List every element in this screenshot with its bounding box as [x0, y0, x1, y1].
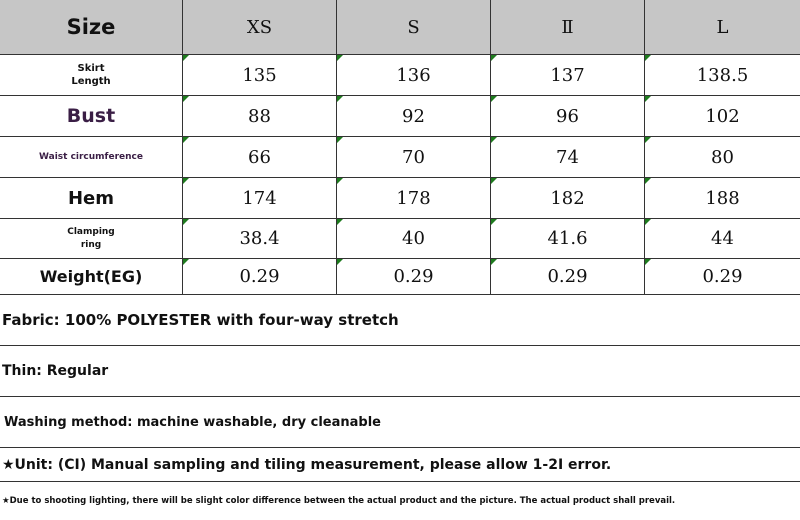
corner-mark: [337, 219, 343, 225]
cell-value: 44: [711, 228, 734, 249]
table-cell: [645, 55, 800, 96]
corner-mark: [491, 55, 497, 61]
size-column-header: Size: [0, 0, 183, 55]
corner-mark: [491, 259, 497, 265]
cell-value: 88: [248, 105, 271, 127]
table-row-clamping-ring: [0, 219, 800, 259]
corner-mark: [183, 178, 189, 184]
cell-value: 70: [402, 146, 425, 168]
row-label-line: Skirt: [77, 63, 105, 74]
cell-value: 0.29: [702, 266, 743, 287]
washing-text: Washing method: machine washable, dry cleanable: [4, 414, 381, 430]
table-cell: [491, 259, 645, 295]
fabric-note: [0, 295, 800, 346]
table-cell: [491, 55, 645, 96]
table-cell: [337, 219, 491, 259]
size-header-m: Ⅱ: [491, 0, 645, 55]
thin-text: Thin: Regular: [2, 363, 109, 379]
corner-mark: [645, 137, 651, 143]
cell-value: 74: [556, 146, 579, 168]
row-label-line: Clamping: [67, 226, 115, 237]
cell-value: 178: [396, 187, 431, 209]
table-cell: [645, 259, 800, 295]
corner-mark: [645, 96, 651, 102]
table-cell: [645, 219, 800, 259]
table-cell: [491, 219, 645, 259]
table-cell: [183, 259, 337, 295]
cell-value: 96: [556, 105, 579, 127]
table-header-row: [0, 0, 800, 55]
corner-mark: [491, 219, 497, 225]
corner-mark: [491, 137, 497, 143]
unit-text: ★Unit: (CI) Manual sampling and tiling measurement, please allow 1-2I error.: [2, 456, 612, 473]
table-cell: [337, 178, 491, 219]
table-cell: [183, 96, 337, 137]
table-row-skirt-length: [0, 55, 800, 96]
cell-value: 0.29: [547, 266, 588, 287]
cell-value: 40: [402, 228, 425, 249]
corner-mark: [645, 219, 651, 225]
table-cell: [491, 96, 645, 137]
cell-value: 80: [711, 146, 734, 168]
cell-value: 188: [705, 187, 740, 209]
cell-value: 135: [242, 64, 277, 86]
corner-mark: [645, 55, 651, 61]
corner-mark: [183, 55, 189, 61]
table-cell: [645, 137, 800, 178]
corner-mark: [337, 137, 343, 143]
cell-value: 41.6: [547, 228, 588, 249]
corner-mark: [645, 178, 651, 184]
washing-note: [0, 397, 800, 448]
cell-value: 182: [550, 187, 585, 209]
corner-mark: [337, 178, 343, 184]
table-cell: [645, 178, 800, 219]
cell-value: 136: [396, 64, 431, 86]
table-cell: [183, 137, 337, 178]
row-label: [0, 55, 183, 96]
corner-mark: [183, 96, 189, 102]
table-cell: [183, 178, 337, 219]
cell-value: 102: [705, 105, 740, 127]
cell-value: 138.5: [696, 64, 749, 86]
cell-value: 137: [550, 64, 585, 86]
row-label-line: Length: [71, 76, 111, 87]
unit-note: [0, 448, 800, 482]
table-cell: [183, 219, 337, 259]
cell-value: 0.29: [393, 266, 434, 287]
disclaimer-text: ★Due to shooting lighting, there will be slight color difference between the actual product and the picture. The actual product shall prevail.: [2, 496, 676, 506]
table-cell: [337, 259, 491, 295]
table-cell: [645, 96, 800, 137]
table-cell: [337, 137, 491, 178]
cell-value: 66: [248, 146, 271, 168]
corner-mark: [645, 259, 651, 265]
table-row-weight: [0, 259, 800, 295]
cell-value: 92: [402, 105, 425, 127]
corner-mark: [183, 219, 189, 225]
cell-value: 0.29: [239, 266, 280, 287]
row-label-line: ring: [80, 239, 102, 250]
cell-value: 174: [242, 187, 277, 209]
table-cell: [337, 55, 491, 96]
size-header-s: S: [337, 0, 491, 55]
table-row-bust: [0, 96, 800, 137]
row-label: Waist circumference: [0, 137, 183, 178]
table-cell: [183, 55, 337, 96]
corner-mark: [491, 96, 497, 102]
corner-mark: [491, 178, 497, 184]
corner-mark: [337, 96, 343, 102]
size-header-xs: XS: [183, 0, 337, 55]
cell-value: 38.4: [239, 228, 280, 249]
row-label: Bust: [0, 96, 183, 137]
corner-mark: [183, 259, 189, 265]
row-label: Weight(EG): [0, 259, 183, 295]
table-cell: [491, 137, 645, 178]
table-row-waist: [0, 137, 800, 178]
row-label: [0, 219, 183, 259]
thin-note: [0, 346, 800, 397]
disclaimer-note: [0, 482, 800, 520]
fabric-text: Fabric: 100% POLYESTER with four-way stretch: [2, 311, 399, 329]
table-row-hem: [0, 178, 800, 219]
corner-mark: [183, 137, 189, 143]
corner-mark: [337, 55, 343, 61]
table-cell: [491, 178, 645, 219]
table-cell: [337, 96, 491, 137]
corner-mark: [337, 259, 343, 265]
row-label: Hem: [0, 178, 183, 219]
size-header-l: L: [645, 0, 800, 55]
